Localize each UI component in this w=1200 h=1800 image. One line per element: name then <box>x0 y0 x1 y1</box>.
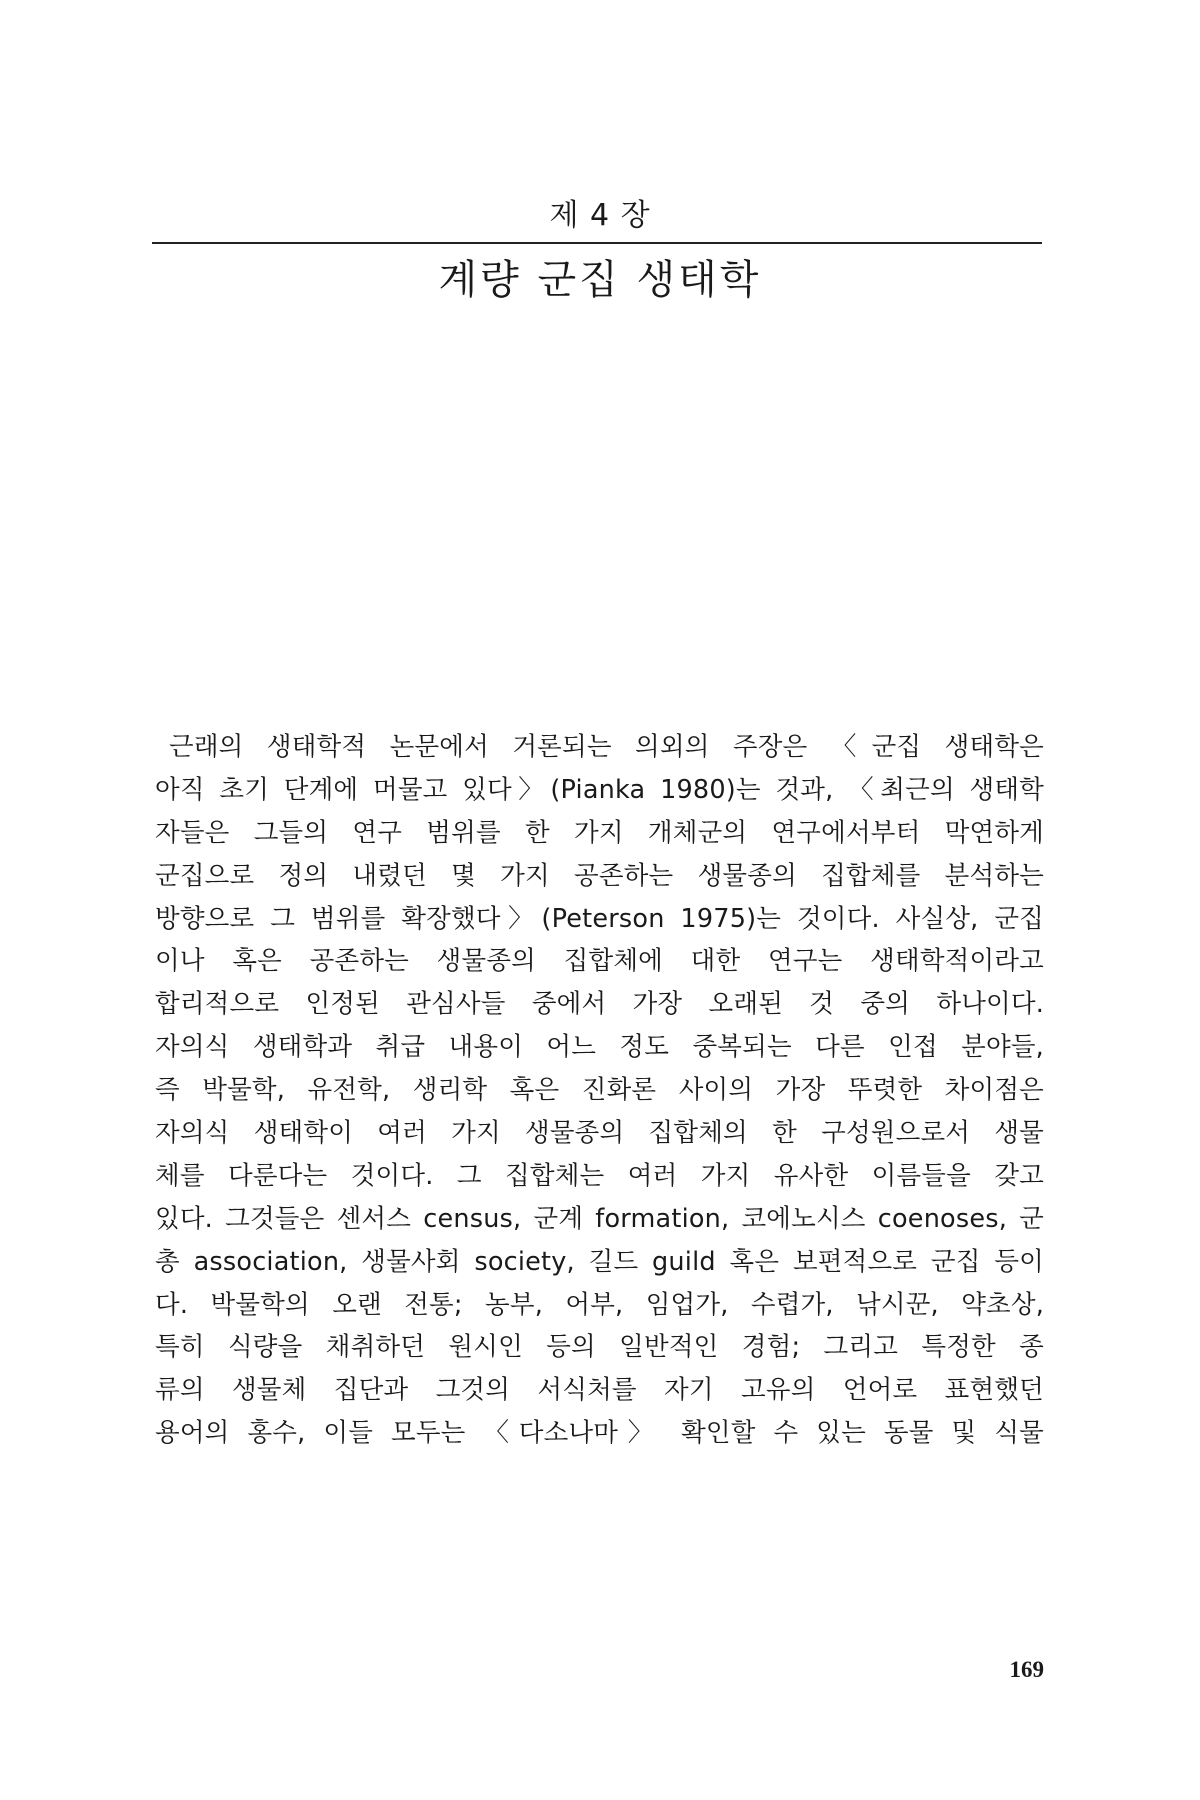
text-line: 아직 초기 단계에 머물고 있다〉(Pianka 1980)는 것과, 〈최근의 생태학 <box>155 774 1044 805</box>
text-line: 자들은 그들의 연구 범위를 한 가지 개체군의 연구에서부터 막연하게 <box>155 817 1044 848</box>
chapter-label: 제 4 장 <box>549 198 651 233</box>
text-line: 총 association, 생물사회 society, 길드 guild 혹은 보편적으로 군집 등이 <box>155 1246 1044 1277</box>
text-line: 체를 다룬다는 것이다. 그 집합체는 여러 가지 유사한 이름들을 갖고 <box>155 1160 1044 1191</box>
page-number: 169 <box>1009 1657 1044 1682</box>
text-line: 있다. 그것들은 센서스 census, 군계 formation, 코에노시스 coenoses, 군 <box>155 1203 1044 1234</box>
text-line: 자의식 생태학과 취급 내용이 어느 정도 중복되는 다른 인접 분야들, <box>155 1032 1044 1063</box>
text-line: 근래의 생태학적 논문에서 거론되는 의외의 주장은 〈군집 생태학은 <box>169 732 1044 762</box>
text-line: 합리적으로 인정된 관심사들 중에서 가장 오래된 것 중의 하나이다. <box>155 989 1044 1020</box>
body-paragraph <box>155 726 1044 1455</box>
header-rule <box>152 242 1042 244</box>
text-line: 특히 식량을 채취하던 원시인 등의 일반적인 경험; 그리고 특정한 종 <box>155 1332 1044 1363</box>
text-line: 이나 혹은 공존하는 생물종의 집합체에 대한 연구는 생태학적이라고 <box>155 946 1044 977</box>
text-line: 자의식 생태학이 여러 가지 생물종의 집합체의 한 구성원으로서 생물 <box>155 1118 1044 1149</box>
chapter-title: 계량 군집 생태학 <box>438 257 762 303</box>
text-line: 군집으로 정의 내렸던 몇 가지 공존하는 생물종의 집합체를 분석하는 <box>155 860 1044 891</box>
text-line: 용어의 홍수, 이들 모두는 〈다소나마〉 확인할 수 있는 동물 및 식물 <box>155 1418 1044 1449</box>
text-line: 즉 박물학, 유전학, 생리학 혹은 진화론 사이의 가장 뚜렷한 차이점은 <box>155 1075 1044 1106</box>
text-line: 방향으로 그 범위를 확장했다〉(Peterson 1975)는 것이다. 사실상, 군집 <box>155 903 1044 934</box>
text-line: 류의 생물체 집단과 그것의 서식처를 자기 고유의 언어로 표현했던 <box>155 1375 1044 1406</box>
text-line: 다. 박물학의 오랜 전통; 농부, 어부, 임업가, 수렵가, 낚시꾼, 약초상, <box>155 1289 1044 1320</box>
